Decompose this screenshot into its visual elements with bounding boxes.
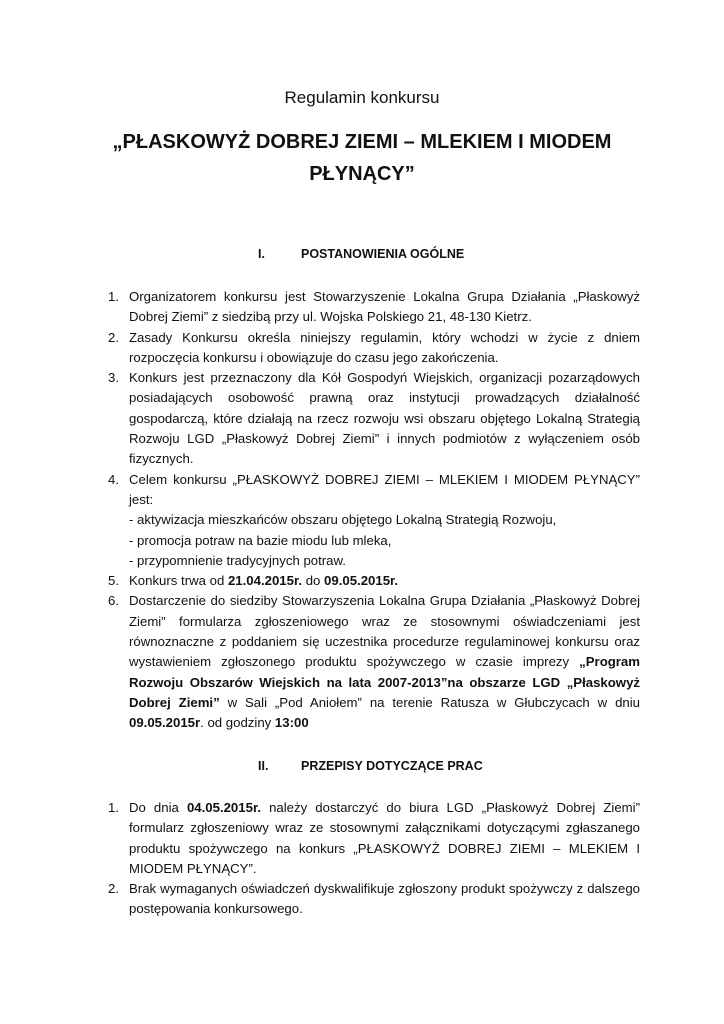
- section-title: POSTANOWIENIA OGÓLNE: [301, 247, 465, 261]
- deadline-date: 04.05.2015r.: [186, 800, 262, 815]
- work-rules-list: [100, 798, 640, 920]
- general-provisions-list: [100, 287, 640, 734]
- list-item: 1. Organizatorem konkursu jest Stowarzyszenie Lokalna Grupa Działania „Płaskowyż Dobrej Ziemi” z siedzibą przy ul. Wojska Polskiego 21, 48-130 Kietrz.: [108, 289, 640, 325]
- end-date: 09.05.2015r.: [324, 573, 399, 589]
- list-item: 6. Dostarczenie do siedziby Stowarzyszenia Lokalna Grupa Działania „Płaskowyż Dobrej Ziemi” formularza zgłoszeniowego wraz ze stosownymi oświadczeniami jest równoznaczne z poddaniem się uczestnika procedurze regulaminowej konkursu oraz wystawieniem zgłoszonego produktu spożywczego w czasie imprezy „Program Rozwoju Obszarów Wiejskich na lata 2007-2013”na obszarze LGD „Płaskowyż Dobrej Ziemi” w Sali „Pod Aniołem” na terenie Ratusza w Głubczycach w dniu 09.05.2015r. od godziny 13:00: [108, 593, 641, 731]
- list-item: 5. Konkurs trwa od 21.04.2015r. do 09.05.2015r.: [108, 573, 399, 589]
- list-item: 4. Celem konkursu „PŁASKOWYŻ DOBREJ ZIEMI – MLEKIEM I MIODEM PŁYNĄCY” jest: - aktywizacja mieszkańców obszaru objętego Lokalną Strategią Rozwoju, - promocja potraw na bazie miodu lub mleka, - przypomnienie tradycyjnych potraw.: [100, 470, 640, 571]
- list-subitem: - przypomnienie tradycyjnych potraw.: [129, 552, 346, 568]
- list-item: 3. Konkurs jest przeznaczony dla Kół Gospodyń Wiejskich, organizacji pozarządowych posiadających osobowość prawną oraz instytucji prowadzących działalność gospodarczą, które działają na rzecz rozwoju wsi obszaru objętego Lokalną Strategią Rozwoju LGD „Płaskowyż Dobrej Ziemi” i innych podmiotów z wyłączeniem osób fizycznych.: [108, 370, 640, 467]
- list-item: 1. Do dnia 04.05.2015r. należy dostarczyć do biura LGD „Płaskowyż Dobrej Ziemi” formularz zgłoszeniowy wraz ze stosownymi załącznikami dotyczącymi zgłaszanego produktu spożywczego na konkurs „PŁASKOWYŻ DOBREJ ZIEMI – MLEKIEM I MIODEM PŁYNĄCY”.: [108, 800, 640, 876]
- event-name: „Program Rozwoju Obszarów Wiejskich na lata 2007-2013”na obszarze LGD „Płaskowyż Dobrej Ziemi”: [129, 654, 640, 710]
- event-time: 13:00: [274, 715, 309, 731]
- start-date: 21.04.2015r.: [227, 573, 303, 589]
- document-title: „PŁASKOWYŻ DOBREJ ZIEMI – MLEKIEM I MIODEM PŁYNĄCY”: [112, 131, 612, 185]
- list-subitem: - promocja potraw na bazie miodu lub mleka,: [129, 532, 392, 548]
- section-number: I.: [258, 247, 265, 261]
- list-item: 2. Zasady Konkursu określa niniejszy regulamin, który wchodzi w życie z dniem rozpoczęcia konkursu i obowiązuje do czasu jego zakończenia.: [108, 329, 640, 365]
- section-number: II.: [258, 759, 269, 773]
- list-item: 2. Brak wymaganych oświadczeń dyskwalifikuje zgłoszony produkt spożywczy z dalszego postępowania konkursowego.: [108, 881, 640, 917]
- document-subtitle: Regulamin konkursu: [284, 88, 440, 107]
- list-subitem: - aktywizacja mieszkańców obszaru objętego Lokalną Strategią Rozwoju,: [129, 512, 557, 528]
- event-date: 09.05.2015r: [129, 715, 201, 731]
- section-title: PRZEPISY DOTYCZĄCE PRAC: [301, 759, 483, 773]
